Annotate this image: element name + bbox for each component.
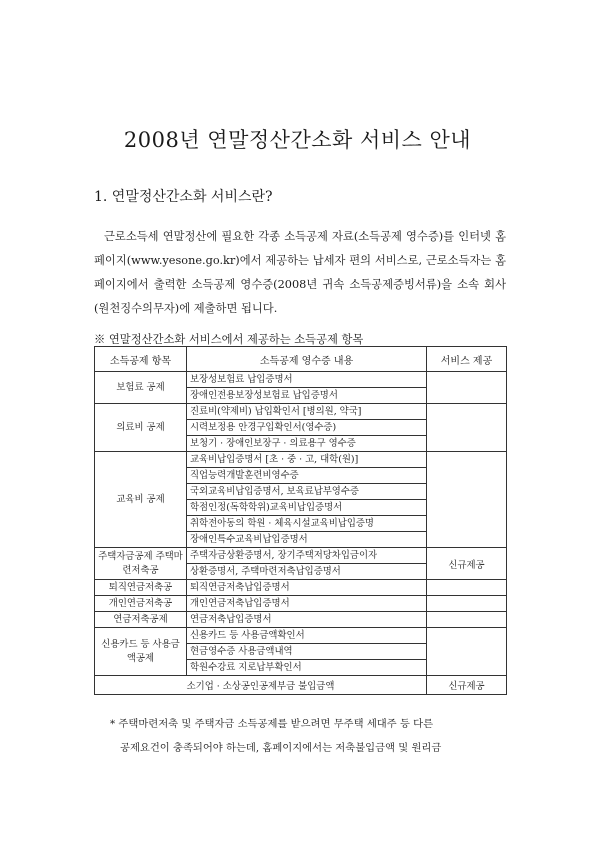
table-row — [95, 580, 507, 596]
item-cell: 신용카드 등 사용금액확인서 — [187, 628, 427, 644]
table-row — [95, 548, 507, 564]
table-row — [95, 676, 507, 695]
table-row — [95, 596, 507, 612]
item-cell: 현금영수증 사용금액내역 — [187, 644, 427, 660]
service-cell: 신규제공 — [427, 676, 507, 695]
header-service: 서비스 제공 — [427, 347, 507, 372]
service-cell — [427, 452, 507, 548]
item-cell: 국외교육비납입증명서, 보육료납부영수증 — [187, 484, 427, 500]
service-cell — [427, 580, 507, 596]
category-cell: 연금저축공제 — [95, 612, 187, 628]
service-cell: 신규제공 — [427, 548, 507, 580]
table-row — [95, 372, 507, 388]
category-cell: 퇴직연금저축공 — [95, 580, 187, 596]
item-cell: 학원수강료 지로납부확인서 — [187, 660, 427, 676]
header-category: 소득공제 항목 — [95, 347, 187, 372]
table-row — [95, 452, 507, 468]
category-cell: 개인연금저축공 — [95, 596, 187, 612]
item-cell: 진료비(약제비) 납입확인서 [병의원, 약국] — [187, 404, 427, 420]
intro-paragraph — [94, 225, 506, 321]
footnote-line-2: 공제요건이 충족되어야 하는데, 홈페이지에서는 저축불입금액 및 원리금 — [120, 742, 442, 754]
item-cell: 연금저축납입증명서 — [187, 612, 427, 628]
item-cell: 시력보정용 안경구입확인서(영수증) — [187, 420, 427, 436]
footnote — [110, 712, 506, 760]
item-cell: 개인연금저축납입증명서 — [187, 596, 427, 612]
service-cell — [427, 596, 507, 612]
item-cell: 보장성보험료 납입증명서 — [187, 372, 427, 388]
table-row — [95, 612, 507, 628]
table-row — [95, 404, 507, 420]
deduction-table — [94, 346, 507, 695]
category-cell: 신용카드 등 사용금액공제 — [95, 628, 187, 676]
item-cell: 보청기 · 장애인보장구 · 의료용구 영수증 — [187, 436, 427, 452]
category-cell: 의료비 공제 — [95, 404, 187, 452]
item-cell: 주택자금상환증명서, 장기주택저당차입금이자 — [187, 548, 427, 564]
header-receipt: 소득공제 영수증 내용 — [187, 347, 427, 372]
category-cell: 주택자금공제 주택마련저축공 — [95, 548, 187, 580]
table-header-row — [95, 347, 507, 372]
item-cell: 퇴직연금저축납입증명서 — [187, 580, 427, 596]
item-cell: 장애인특수교육비납입증명서 — [187, 532, 427, 548]
intro-text: 근로소득세 연말정산에 필요한 각종 소득공제 자료(소득공제 영수증)를 인터넷 홈페이지(www.yesone.go.kr)에서 제공하는 납세자 편의 서비스로, 근로소득자는 홈페이지에서 출력한 소득공제 영수증(2008년 귀속 소득공제증빙서류)을 소속 회사(원천징수의무자)에 제출하면 됩니다. — [94, 230, 506, 315]
item-cell: 직업능력개발훈련비영수증 — [187, 468, 427, 484]
category-cell: 교육비 공제 — [95, 452, 187, 548]
item-cell: 장애인전용보장성보험료 납입증명서 — [187, 388, 427, 404]
section-heading: 1. 연말정산간소화 서비스란? — [94, 189, 273, 205]
item-cell: 교육비납입증명서 [초 · 중 · 고, 대학(원)] — [187, 452, 427, 468]
item-cell: 학점인정(독학학위)교육비납입증명서 — [187, 500, 427, 516]
footnote-line-1: * 주택마련저축 및 주택자금 소득공제를 받으려면 무주택 세대주 등 다른 — [110, 718, 434, 730]
service-cell — [427, 404, 507, 452]
table-row — [95, 628, 507, 644]
category-cell: 보험료 공제 — [95, 372, 187, 404]
item-cell: 상환증명서, 주택마련저축납입증명서 — [187, 564, 427, 580]
service-cell — [427, 372, 507, 404]
page-title: 2008년 연말정산간소화 서비스 안내 — [123, 128, 472, 152]
service-cell — [427, 628, 507, 676]
table-caption: ※ 연말정산간소화 서비스에서 제공하는 소득공제 항목 — [94, 333, 364, 346]
last-row-label: 소기업 · 소상공인공제부금 불입금액 — [95, 676, 427, 695]
item-cell: 취학전아동의 학원 · 체육시설교육비납입증명 — [187, 516, 427, 532]
service-cell — [427, 612, 507, 628]
